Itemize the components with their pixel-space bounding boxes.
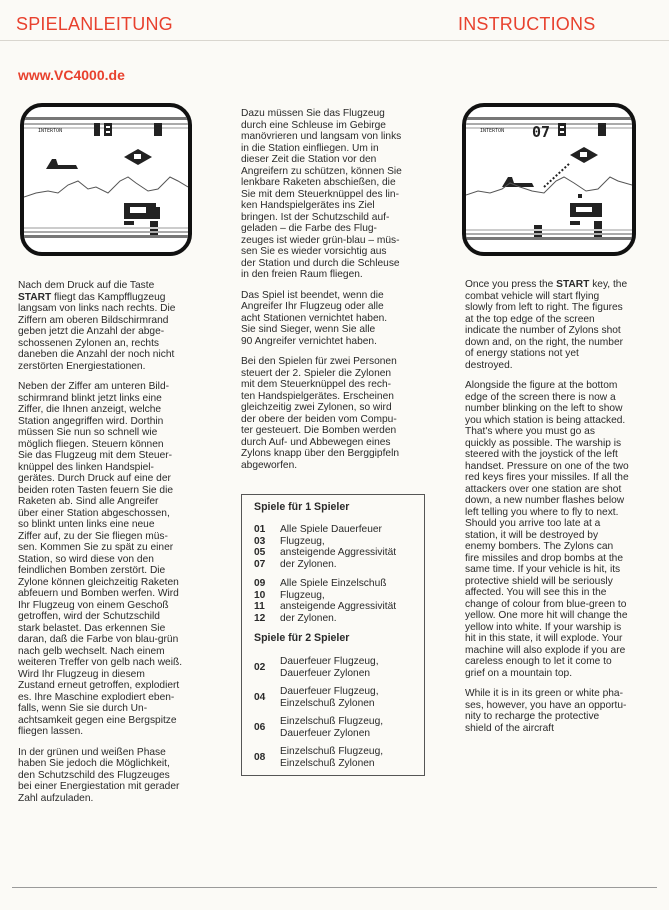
score-digit bbox=[94, 123, 100, 136]
english-paragraph: Once you press the START key, the combat vehicle will start flying slowly from left to right. The figures at the top edge of the screen indicate the number of Zylons shot down and, on the right, the number of energy stations not yet destroyed. bbox=[465, 279, 628, 371]
game-description: der Zylonen. bbox=[280, 558, 337, 570]
game-number: 05 bbox=[254, 547, 266, 558]
game-description: Einzelschuß Flugzeug, Einzelschuß Zylonen bbox=[280, 746, 384, 769]
game-number: 08 bbox=[254, 751, 266, 763]
game-number: 09 bbox=[254, 578, 266, 589]
german-paragraph: Bei den Spielen für zwei Personen steuert der 2. Spieler die Zylonen mit dem Steuerknüppel des rech- ten Handspielgerätes. Erscheinen gleichzeitig zwei Zylonen, so wird der obere der beiden vom Compu- ter gesteuert. Die Bomben werden durch Auf- und Abbewegen eines Zylons knapp über den Berggipfeln abgeworfen. bbox=[241, 356, 400, 471]
english-paragraph: While it is in its green or white pha- ses, however, you have an opportu- nity to recharge the protective shield of the aircraft bbox=[465, 688, 627, 734]
game-description: Flugzeug, bbox=[280, 535, 325, 547]
game-number: 11 bbox=[254, 601, 265, 612]
website-url: www.VC4000.de bbox=[18, 67, 125, 83]
english-paragraph: Alongside the figure at the bottom edge of the screen there is now a number blinking on the left to show you which station is being attacked. That's where you must go as quickly as possible. The warship is steered with the joystick of the left handset. Pressure on one of the two red keys fires your missiles. If all the attackers over one station are shot down, a new number flashes below left telling you where to fly to next. Should you arrive too late at a station, it will be destroyed by enemy bombers. The Zylons can fire missiles and drop bombs at the same time. If your vehicle is hit, its protective shield will be seriously affected. You will see this in the change of colour from blue-green to yellow. One more hit will change the yellow into white. If your warship is hit in this state, it will explode. Your machine will also explode if you are careless enough to let it come to grief on a mountain top. bbox=[465, 380, 629, 679]
two-player-row bbox=[254, 746, 424, 769]
game-number: 02 bbox=[254, 661, 266, 673]
footer-divider bbox=[12, 887, 657, 888]
start-key-label: START bbox=[556, 279, 590, 290]
game-description: ansteigende Aggressivität bbox=[280, 547, 397, 558]
interton-logo-left: INTERTON bbox=[38, 128, 63, 134]
one-player-group-1 bbox=[254, 524, 424, 570]
game-variants-box bbox=[241, 494, 425, 776]
german-paragraph: Dazu müssen Sie das Flugzeug durch eine Schleuse im Gebirge manövrieren und langsam von links in die Station einfliegen. Um in dieser Zeit die Station vor den Angreifern zu schützen, können Sie lenkbare Raketen abschießen, die Sie mit dem Steuerknüppel des lin- ken Handspielgerätes ins Ziel bringen. Ist der Schutzschild auf- geladen – die Farbe des Flug- zeuges ist wieder grün-blau – müs- sen Sie es wieder vorsichtig aus der Station und durch die Schleuse in den freien Raum fliegen. bbox=[241, 108, 402, 280]
one-player-heading: Spiele für 1 Spieler bbox=[254, 501, 350, 513]
game-description: Dauerfeuer Flugzeug, Einzelschuß Zylonen bbox=[280, 686, 379, 709]
english-text-column bbox=[465, 279, 661, 743]
game-description: der Zylonen. bbox=[280, 612, 337, 624]
start-key-label: START bbox=[18, 291, 52, 303]
german-paragraph: Neben der Ziffer am unteren Bild- schirmrand blinkt jetzt links eine Ziffer, die Ihnen anzeigt, welche Station angegriffen wird. Dorthin müssen Sie nun so schnell wie möglich fliegen. Steuern können Sie das Flugzeug mit dem Steuer- knüppel des linken Handspiel- gerätes. Durch Druck auf eine der beiden roten Tasten feuern Sie die Raketen ab. Sind alle Angreifer über einer Station abgeschossen, so blinkt unten links eine neue Ziffer auf, zu der Sie fliegen müs- sen. Kommen Sie zu spät zu einer Station, so wird diese von den feindlichen Bomben zerstört. Die Zylone können gleichzeitig Raketen abfeuern und Bomben werfen. Wird Ihr Flugzeug von einem Geschoß getroffen, wird der Schutzschild stark belastet. Das erkennen Sie daran, daß die Farbe von blau-grün nach gelb wechselt. Nach einem weiteren Treffer von gelb nach weiß. Wird Ihr Flugzeug in diesem Zustand erneut getroffen, explodiert es. Ihre Maschine explodiert eben- falls, wenn Sie sie durch Un- achtsamkeit gegen eine Bergspitze fliegen lassen. bbox=[18, 381, 183, 737]
two-player-row bbox=[254, 716, 424, 739]
game-screen-illustration-right bbox=[462, 103, 636, 256]
page-title-german: SPIELANLEITUNG bbox=[16, 14, 173, 34]
game-number: 01 bbox=[254, 524, 266, 535]
header-divider bbox=[0, 40, 669, 41]
game-description: Flugzeug, bbox=[280, 589, 325, 601]
mountain-range bbox=[24, 177, 188, 197]
page-title-english: INSTRUCTIONS bbox=[458, 14, 596, 34]
one-player-group-2 bbox=[254, 578, 424, 624]
german-paragraph: Nach dem Druck auf die Taste START fliegt das Kampfflugzeug langsam von links nach rechts. Die Ziffern am oberen Bildschirmrand geben jetzt die Anzahl der abge- schossenen Zylonen an, rechts daneben die Anzahl der noch nicht zerstörten Energiestationen. bbox=[18, 280, 176, 372]
missile-trail bbox=[544, 163, 570, 187]
game-number: 10 bbox=[254, 589, 266, 601]
player-aircraft bbox=[46, 159, 78, 169]
game-description: Alle Spiele Einzelschuß bbox=[280, 578, 387, 589]
game-number: 03 bbox=[254, 535, 266, 547]
german-text-column-middle bbox=[241, 108, 446, 480]
game-description: Dauerfeuer Flugzeug, Dauerfeuer Zylonen bbox=[280, 656, 379, 679]
game-screen-illustration-left bbox=[20, 103, 192, 256]
game-number: 06 bbox=[254, 721, 266, 733]
game-description: ansteigende Aggressivität bbox=[280, 601, 397, 612]
german-text-column-left bbox=[18, 280, 218, 813]
mountain-range bbox=[466, 177, 632, 195]
german-paragraph: In der grünen und weißen Phase haben Sie jedoch die Möglichkeit, den Schutzschild des Flugzeuges bei einer Energiestation mit gerader Zahl aufzuladen. bbox=[18, 746, 180, 804]
game-number: 04 bbox=[254, 691, 266, 703]
two-player-row bbox=[254, 686, 424, 709]
game-description: Einzelschuß Flugzeug, Dauerfeuer Zylonen bbox=[280, 716, 384, 739]
game-number: 12 bbox=[254, 612, 266, 624]
game-number: 07 bbox=[254, 558, 266, 570]
score-counter: 07 bbox=[532, 123, 551, 141]
interton-logo-right: INTERTON bbox=[480, 128, 505, 134]
two-player-row bbox=[254, 656, 424, 679]
german-paragraph: Das Spiel ist beendet, wenn die Angreifer Ihr Flugzeug oder alle acht Stationen vernichtet haben. Sie sind Sieger, wenn Sie alle 90 Angreifer vernichtet haben. bbox=[241, 289, 388, 347]
two-player-heading: Spiele für 2 Spieler bbox=[254, 632, 350, 644]
game-description: Alle Spiele Dauerfeuer bbox=[280, 524, 382, 535]
